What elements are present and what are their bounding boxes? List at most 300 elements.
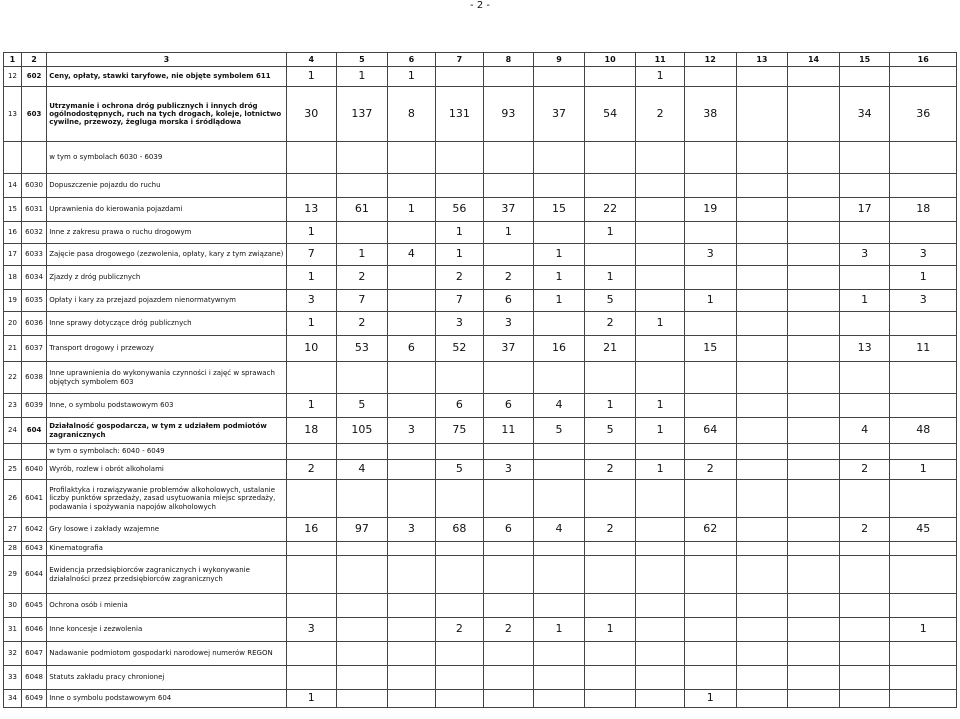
value-cell — [337, 542, 388, 556]
row-index — [4, 444, 22, 460]
row-index: 29 — [4, 556, 22, 594]
value-cell: 3 — [839, 244, 890, 266]
value-cell — [890, 142, 957, 174]
value-cell — [636, 244, 684, 266]
value-cell — [636, 290, 684, 312]
value-cell — [483, 174, 534, 198]
value-cell — [684, 222, 736, 244]
value-cell — [736, 198, 788, 222]
value-cell — [736, 460, 788, 480]
value-cell — [483, 444, 534, 460]
value-cell — [286, 556, 337, 594]
table-row — [4, 198, 957, 222]
value-cell — [584, 642, 636, 666]
row-index: 24 — [4, 418, 22, 444]
value-cell: 2 — [286, 460, 337, 480]
column-header: 1 — [4, 53, 22, 67]
value-cell — [736, 394, 788, 418]
row-index: 20 — [4, 312, 22, 336]
value-cell: 48 — [890, 418, 957, 444]
value-cell — [534, 460, 585, 480]
table-row — [4, 174, 957, 198]
value-cell — [387, 480, 435, 518]
value-cell: 30 — [286, 87, 337, 142]
value-cell: 1 — [534, 266, 585, 290]
row-code: 6030 — [21, 174, 46, 198]
value-cell — [483, 690, 534, 708]
value-cell — [788, 690, 840, 708]
value-cell — [436, 556, 483, 594]
value-cell — [337, 480, 388, 518]
value-cell — [483, 556, 534, 594]
value-cell — [736, 542, 788, 556]
column-header: 4 — [286, 53, 337, 67]
value-cell — [684, 618, 736, 642]
value-cell — [736, 266, 788, 290]
row-index: 12 — [4, 67, 22, 87]
value-cell — [736, 290, 788, 312]
value-cell — [788, 312, 840, 336]
value-cell: 1 — [286, 266, 337, 290]
value-cell — [736, 174, 788, 198]
value-cell: 6 — [436, 394, 483, 418]
row-code: 6039 — [21, 394, 46, 418]
row-description: Ceny, opłaty, stawki taryfowe, nie objęte symbolem 611 — [47, 67, 286, 87]
row-code: 6046 — [21, 618, 46, 642]
value-cell: 4 — [534, 518, 585, 542]
value-cell — [839, 394, 890, 418]
value-cell — [337, 666, 388, 690]
value-cell — [684, 642, 736, 666]
value-cell — [684, 362, 736, 394]
value-cell — [337, 174, 388, 198]
value-cell: 61 — [337, 198, 388, 222]
value-cell: 6 — [387, 336, 435, 362]
value-cell — [534, 594, 585, 618]
value-cell — [584, 244, 636, 266]
value-cell — [387, 690, 435, 708]
value-cell — [736, 444, 788, 460]
value-cell — [788, 266, 840, 290]
row-description: Zajęcie pasa drogowego (zezwolenia, opłaty, kary z tym związane) — [47, 244, 286, 266]
column-header: 6 — [387, 53, 435, 67]
value-cell — [839, 666, 890, 690]
value-cell — [436, 142, 483, 174]
value-cell — [387, 542, 435, 556]
value-cell — [636, 556, 684, 594]
value-cell — [788, 542, 840, 556]
value-cell — [436, 542, 483, 556]
value-cell — [337, 444, 388, 460]
value-cell: 3 — [890, 244, 957, 266]
value-cell — [684, 174, 736, 198]
value-cell: 2 — [337, 312, 388, 336]
value-cell: 3 — [436, 312, 483, 336]
value-cell — [387, 174, 435, 198]
value-cell — [337, 362, 388, 394]
value-cell: 36 — [890, 87, 957, 142]
value-cell: 37 — [483, 336, 534, 362]
table-row — [4, 518, 957, 542]
column-header: 12 — [684, 53, 736, 67]
value-cell: 21 — [584, 336, 636, 362]
value-cell: 93 — [483, 87, 534, 142]
row-index: 30 — [4, 594, 22, 618]
value-cell: 13 — [286, 198, 337, 222]
row-description: Profilaktyka i rozwiązywanie problemów alkoholowych, ustalanie liczby punktów sprzedaży, zasad usytuowania miejsc sprzedaży, podawania i spożywania napojów alkoholowych — [47, 480, 286, 518]
value-cell: 1 — [534, 244, 585, 266]
column-header: 14 — [788, 53, 840, 67]
row-code: 6047 — [21, 642, 46, 666]
value-cell: 1 — [337, 244, 388, 266]
value-cell — [387, 618, 435, 642]
row-code: 602 — [21, 67, 46, 87]
value-cell — [436, 362, 483, 394]
value-cell — [788, 290, 840, 312]
value-cell: 1 — [534, 290, 585, 312]
value-cell — [839, 444, 890, 460]
value-cell — [436, 594, 483, 618]
value-cell — [636, 480, 684, 518]
value-cell — [286, 542, 337, 556]
value-cell — [839, 542, 890, 556]
value-cell — [636, 642, 684, 666]
value-cell — [788, 444, 840, 460]
value-cell: 1 — [534, 618, 585, 642]
row-index: 15 — [4, 198, 22, 222]
value-cell: 4 — [839, 418, 890, 444]
value-cell — [387, 460, 435, 480]
value-cell — [534, 67, 585, 87]
value-cell: 6 — [483, 518, 534, 542]
row-index — [4, 142, 22, 174]
row-description: Dopuszczenie pojazdu do ruchu — [47, 174, 286, 198]
value-cell: 2 — [483, 618, 534, 642]
value-cell — [788, 460, 840, 480]
row-description: Inne uprawnienia do wykonywania czynności i zajęć w sprawach objętych symbolem 603 — [47, 362, 286, 394]
value-cell — [337, 618, 388, 642]
row-code: 6044 — [21, 556, 46, 594]
value-cell — [483, 480, 534, 518]
value-cell: 3 — [387, 418, 435, 444]
value-cell: 1 — [286, 67, 337, 87]
row-index: 19 — [4, 290, 22, 312]
value-cell: 3 — [286, 290, 337, 312]
row-code: 6034 — [21, 266, 46, 290]
value-cell: 13 — [839, 336, 890, 362]
value-cell — [483, 362, 534, 394]
column-header: 3 — [47, 53, 286, 67]
value-cell — [337, 594, 388, 618]
row-description: Wyrób, rozlew i obrót alkoholami — [47, 460, 286, 480]
value-cell: 15 — [534, 198, 585, 222]
value-cell: 2 — [483, 266, 534, 290]
value-cell — [890, 312, 957, 336]
value-cell: 1 — [584, 618, 636, 642]
table-row — [4, 87, 957, 142]
value-cell: 1 — [337, 67, 388, 87]
value-cell: 1 — [286, 222, 337, 244]
value-cell — [839, 642, 890, 666]
value-cell — [736, 556, 788, 594]
value-cell — [584, 690, 636, 708]
value-cell: 11 — [483, 418, 534, 444]
column-header: 15 — [839, 53, 890, 67]
value-cell — [337, 142, 388, 174]
value-cell — [584, 556, 636, 594]
value-cell — [736, 336, 788, 362]
value-cell — [337, 222, 388, 244]
table-row — [4, 542, 957, 556]
value-cell: 1 — [636, 67, 684, 87]
value-cell — [337, 556, 388, 594]
row-description: Uprawnienia do kierowania pojazdami — [47, 198, 286, 222]
value-cell: 1 — [436, 222, 483, 244]
value-cell — [584, 142, 636, 174]
value-cell — [736, 362, 788, 394]
value-cell — [387, 444, 435, 460]
statistics-table — [3, 52, 957, 708]
value-cell — [636, 542, 684, 556]
value-cell — [736, 418, 788, 444]
row-index: 21 — [4, 336, 22, 362]
value-cell — [788, 666, 840, 690]
value-cell — [436, 174, 483, 198]
table-row — [4, 394, 957, 418]
value-cell — [788, 594, 840, 618]
value-cell: 7 — [436, 290, 483, 312]
page-number: - 2 - — [470, 0, 490, 11]
value-cell: 2 — [636, 87, 684, 142]
row-description: w tym o symbolach: 6040 - 6049 — [47, 444, 286, 460]
value-cell: 1 — [636, 418, 684, 444]
value-cell: 131 — [436, 87, 483, 142]
table-row — [4, 642, 957, 666]
value-cell — [387, 290, 435, 312]
value-cell — [387, 394, 435, 418]
value-cell — [684, 444, 736, 460]
value-cell — [534, 174, 585, 198]
row-code: 6032 — [21, 222, 46, 244]
row-description: Opłaty i kary za przejazd pojazdem nienormatywnym — [47, 290, 286, 312]
value-cell — [736, 642, 788, 666]
value-cell — [483, 142, 534, 174]
row-code — [21, 142, 46, 174]
value-cell: 18 — [890, 198, 957, 222]
value-cell: 8 — [387, 87, 435, 142]
value-cell: 3 — [483, 460, 534, 480]
value-cell — [286, 666, 337, 690]
value-cell — [736, 480, 788, 518]
table-row — [4, 460, 957, 480]
value-cell — [736, 142, 788, 174]
row-code: 6036 — [21, 312, 46, 336]
row-index: 33 — [4, 666, 22, 690]
value-cell: 68 — [436, 518, 483, 542]
value-cell: 1 — [387, 198, 435, 222]
row-code: 6049 — [21, 690, 46, 708]
value-cell — [584, 174, 636, 198]
value-cell — [387, 142, 435, 174]
value-cell: 18 — [286, 418, 337, 444]
value-cell: 2 — [584, 518, 636, 542]
value-cell — [534, 444, 585, 460]
value-cell — [736, 244, 788, 266]
value-cell — [387, 666, 435, 690]
value-cell: 75 — [436, 418, 483, 444]
value-cell: 38 — [684, 87, 736, 142]
value-cell — [584, 67, 636, 87]
row-code: 6031 — [21, 198, 46, 222]
value-cell — [890, 67, 957, 87]
value-cell — [839, 690, 890, 708]
value-cell — [890, 690, 957, 708]
value-cell — [839, 222, 890, 244]
row-code — [21, 444, 46, 460]
value-cell: 62 — [684, 518, 736, 542]
value-cell — [436, 642, 483, 666]
table-row — [4, 222, 957, 244]
value-cell — [788, 174, 840, 198]
table-row — [4, 244, 957, 266]
row-index: 16 — [4, 222, 22, 244]
value-cell — [286, 142, 337, 174]
value-cell — [286, 444, 337, 460]
value-cell — [788, 418, 840, 444]
table-row — [4, 142, 957, 174]
value-cell: 7 — [286, 244, 337, 266]
value-cell — [636, 142, 684, 174]
row-index: 22 — [4, 362, 22, 394]
table-row — [4, 594, 957, 618]
value-cell — [839, 67, 890, 87]
value-cell: 17 — [839, 198, 890, 222]
row-index: 13 — [4, 87, 22, 142]
value-cell: 45 — [890, 518, 957, 542]
row-index: 32 — [4, 642, 22, 666]
value-cell — [636, 198, 684, 222]
value-cell — [387, 594, 435, 618]
value-cell — [636, 174, 684, 198]
value-cell — [636, 444, 684, 460]
value-cell — [534, 666, 585, 690]
value-cell — [839, 266, 890, 290]
row-description: Inne z zakresu prawa o ruchu drogowym — [47, 222, 286, 244]
value-cell: 1 — [684, 690, 736, 708]
table-row — [4, 67, 957, 87]
row-index: 23 — [4, 394, 22, 418]
value-cell — [636, 666, 684, 690]
row-description: w tym o symbolach 6030 - 6039 — [47, 142, 286, 174]
value-cell: 22 — [584, 198, 636, 222]
value-cell — [534, 556, 585, 594]
row-index: 27 — [4, 518, 22, 542]
value-cell — [286, 174, 337, 198]
value-cell: 1 — [584, 394, 636, 418]
value-cell — [636, 690, 684, 708]
value-cell — [890, 222, 957, 244]
value-cell — [839, 618, 890, 642]
value-cell: 54 — [584, 87, 636, 142]
value-cell — [839, 312, 890, 336]
row-index: 18 — [4, 266, 22, 290]
value-cell: 19 — [684, 198, 736, 222]
value-cell — [736, 594, 788, 618]
row-index: 17 — [4, 244, 22, 266]
value-cell — [436, 666, 483, 690]
value-cell — [890, 642, 957, 666]
row-description: Inne koncesje i zezwolenia — [47, 618, 286, 642]
value-cell — [684, 556, 736, 594]
row-code: 6043 — [21, 542, 46, 556]
value-cell — [736, 618, 788, 642]
value-cell — [839, 174, 890, 198]
value-cell — [890, 556, 957, 594]
value-cell — [788, 362, 840, 394]
value-cell — [788, 198, 840, 222]
column-header: 13 — [736, 53, 788, 67]
value-cell — [387, 362, 435, 394]
value-cell — [839, 362, 890, 394]
value-cell: 5 — [337, 394, 388, 418]
row-code: 6042 — [21, 518, 46, 542]
value-cell — [387, 642, 435, 666]
value-cell — [436, 480, 483, 518]
value-cell: 137 — [337, 87, 388, 142]
value-cell — [839, 556, 890, 594]
table-row — [4, 690, 957, 708]
value-cell — [483, 542, 534, 556]
row-index: 25 — [4, 460, 22, 480]
value-cell — [736, 67, 788, 87]
value-cell — [534, 362, 585, 394]
value-cell — [684, 542, 736, 556]
row-code: 6033 — [21, 244, 46, 266]
table-row — [4, 290, 957, 312]
value-cell — [584, 542, 636, 556]
value-cell — [890, 394, 957, 418]
value-cell: 1 — [890, 618, 957, 642]
value-cell — [584, 444, 636, 460]
row-code: 6038 — [21, 362, 46, 394]
value-cell: 16 — [286, 518, 337, 542]
value-cell — [890, 174, 957, 198]
value-cell: 10 — [286, 336, 337, 362]
value-cell: 4 — [534, 394, 585, 418]
column-header: 5 — [337, 53, 388, 67]
table-row — [4, 266, 957, 290]
row-description: Utrzymanie i ochrona dróg publicznych i innych dróg ogólnodostępnych, ruch na tych drogach, koleje, lotnictwo cywilne, przewozy, żegluga morska i śródlądowa — [47, 87, 286, 142]
value-cell — [736, 690, 788, 708]
row-code: 604 — [21, 418, 46, 444]
column-header: 16 — [890, 53, 957, 67]
row-description: Inne o symbolu podstawowym 604 — [47, 690, 286, 708]
value-cell: 3 — [286, 618, 337, 642]
value-cell — [684, 666, 736, 690]
value-cell — [483, 666, 534, 690]
value-cell: 1 — [584, 222, 636, 244]
value-cell: 2 — [436, 266, 483, 290]
value-cell: 1 — [684, 290, 736, 312]
value-cell — [584, 666, 636, 690]
value-cell: 2 — [839, 518, 890, 542]
value-cell — [337, 690, 388, 708]
value-cell — [534, 690, 585, 708]
value-cell: 4 — [337, 460, 388, 480]
value-cell: 1 — [636, 312, 684, 336]
value-cell — [534, 480, 585, 518]
value-cell: 64 — [684, 418, 736, 444]
